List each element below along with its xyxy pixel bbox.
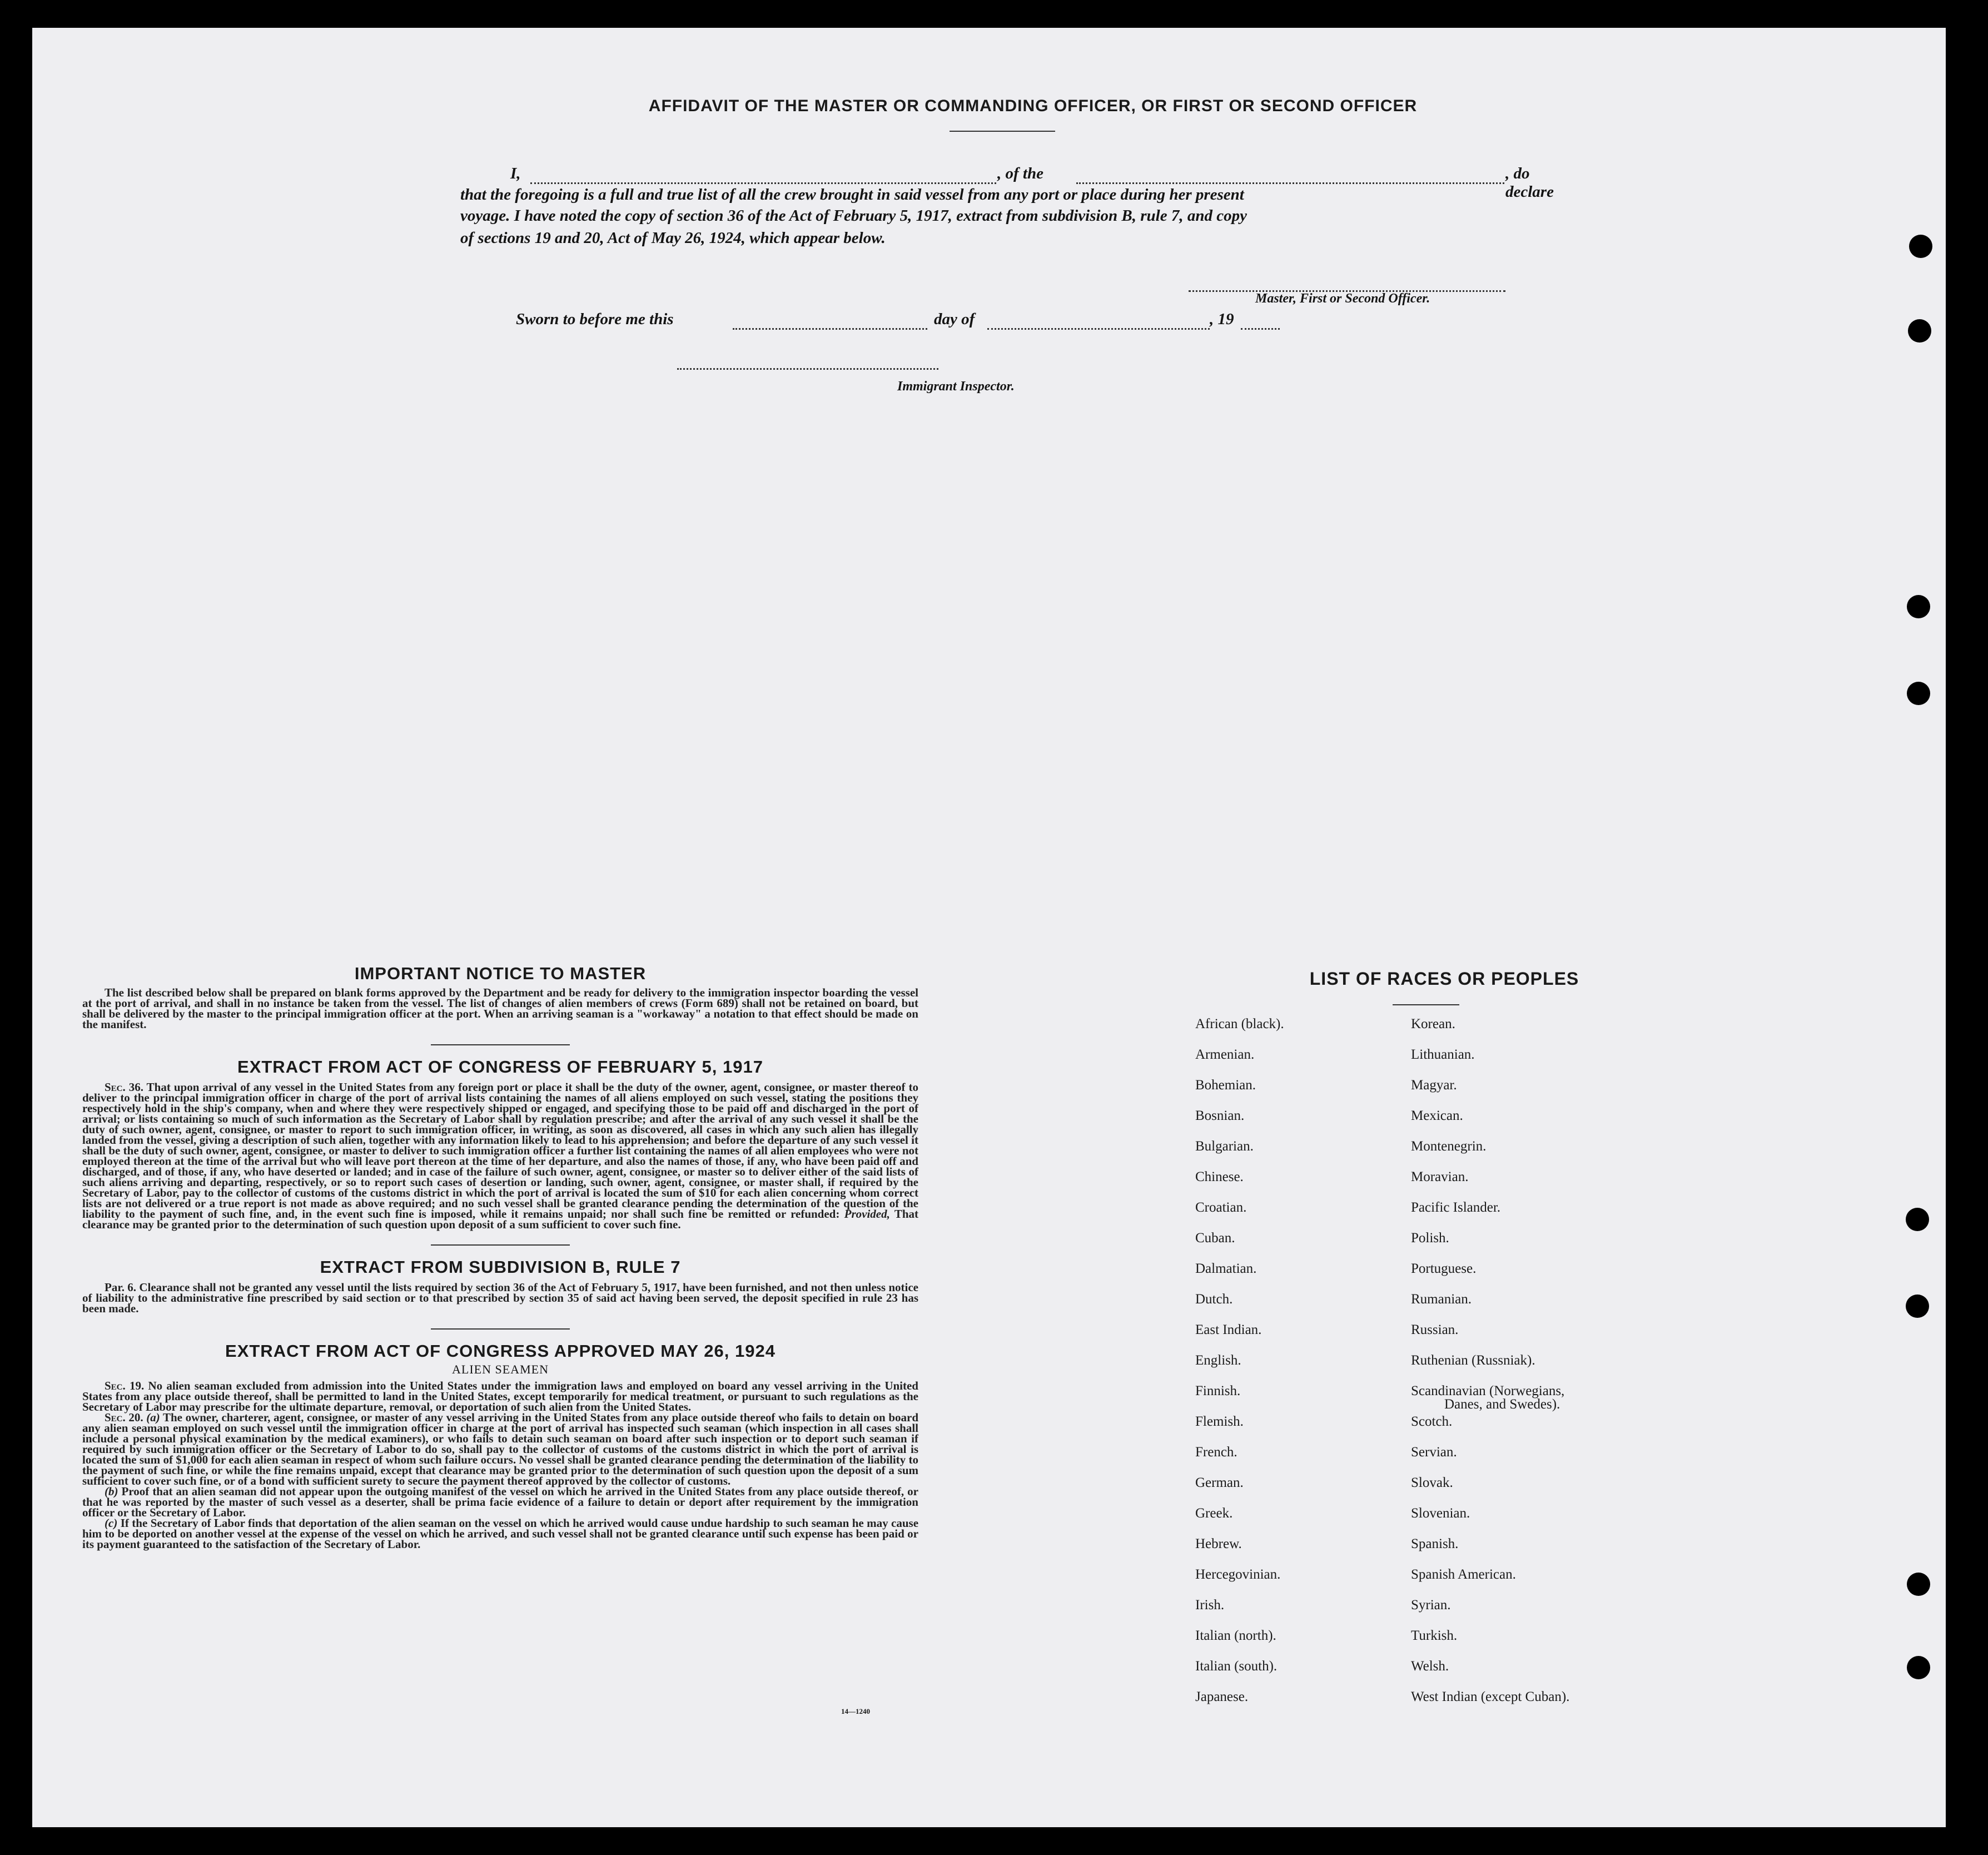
race-item: Korean. (1411, 1016, 1455, 1031)
affidavit-title: AFFIDAVIT OF THE MASTER OR COMMANDING OFFICER, OR FIRST OR SECOND OFFICER (648, 97, 1418, 115)
race-item: Slovak. (1411, 1475, 1453, 1490)
race-item: Polish. (1411, 1231, 1449, 1246)
race-item: Irish. (1195, 1598, 1225, 1613)
race-item: Finnish. (1195, 1383, 1241, 1398)
races-title-rule (1393, 1004, 1459, 1005)
race-item: Pacific Islander. (1411, 1200, 1501, 1215)
races-left-column (1195, 1016, 1395, 1739)
binder-hole (1909, 235, 1932, 258)
race-item: Mexican. (1411, 1108, 1463, 1123)
races-title: LIST OF RACES OR PEOPLES (1309, 969, 1579, 989)
race-item: Syrian. (1411, 1598, 1451, 1613)
affidavit-line3: voyage. I have noted the copy of section 36 of the Act of February 5, 1917, extract from subdivision B, rule 7, and copy (460, 207, 1247, 225)
affidavit-i: I, (510, 165, 521, 182)
form-number: 14—1240 (841, 1707, 870, 1715)
race-item: Spanish American. (1411, 1567, 1516, 1582)
extract-1924-title: EXTRACT FROM ACT OF CONGRESS APPROVED MAY 26, 1924 (225, 1341, 776, 1361)
race-item: English. (1195, 1353, 1241, 1368)
sec-20c-label: (c) (105, 1516, 118, 1530)
affidavit-line4: of sections 19 and 20, Act of May 26, 1924, which appear below. (460, 229, 886, 247)
race-item: Lithuanian. (1411, 1047, 1475, 1062)
binder-hole (1907, 682, 1930, 705)
inspector-label: Immigrant Inspector. (897, 379, 1015, 394)
race-item: Bosnian. (1195, 1108, 1245, 1123)
sec-20b-text (82, 1486, 918, 1518)
sworn-day-of: day of (934, 310, 975, 328)
extract-1917-text (82, 1082, 918, 1230)
race-item: African (black). (1195, 1016, 1284, 1031)
race-item: Greek. (1195, 1506, 1233, 1521)
affidavit-title-rule (950, 131, 1055, 132)
sec-20a-text (82, 1412, 918, 1486)
race-item: Magyar. (1411, 1078, 1457, 1093)
affidavit-line2: that the foregoing is a full and true list of all the crew brought in said vessel from any port or place during her present (460, 186, 1244, 204)
sworn-prefix: Sworn to before me this (516, 310, 674, 328)
sworn-year-field[interactable] (1241, 328, 1280, 330)
race-item: Servian. (1411, 1445, 1457, 1460)
race-item: Flemish. (1195, 1414, 1244, 1429)
affidavit-of-the: , of the (997, 165, 1043, 182)
sec-20a-label: (a) (146, 1411, 160, 1424)
provided-term: Provided, (844, 1207, 890, 1221)
races-right-column (1411, 1016, 1656, 1739)
race-item: Italian (south). (1195, 1659, 1278, 1674)
sworn-month-field[interactable] (987, 328, 1210, 330)
sec-19-text (82, 1381, 918, 1412)
inspector-signature-field[interactable] (677, 368, 938, 370)
race-item: Portuguese. (1411, 1261, 1477, 1276)
race-item: Dalmatian. (1195, 1261, 1257, 1276)
extract-1917-title: EXTRACT FROM ACT OF CONGRESS OF FEBRUARY 5, 1917 (237, 1057, 763, 1077)
race-item: German. (1195, 1475, 1244, 1490)
race-item: Chinese. (1195, 1169, 1244, 1184)
race-item: Armenian. (1195, 1047, 1255, 1062)
sec-20b-label: (b) (105, 1485, 118, 1498)
sworn-day-field[interactable] (733, 328, 927, 330)
sec-36-end: That clearance may be granted prior to the determination of such question upon deposit of a sum sufficient to cover such fine. (82, 1207, 918, 1231)
section-rule (431, 1244, 570, 1246)
race-item: Hercegovinian. (1195, 1567, 1281, 1582)
race-item: Italian (north). (1195, 1628, 1276, 1643)
race-item: Croatian. (1195, 1200, 1247, 1215)
affidavit-do-declare: , do declare (1505, 165, 1554, 201)
race-item: Bohemian. (1195, 1078, 1256, 1093)
declarant-name-field[interactable] (530, 182, 996, 184)
race-item: Bulgarian. (1195, 1139, 1254, 1154)
race-item: Scotch. (1411, 1414, 1453, 1429)
left-column (82, 963, 918, 1550)
race-item: Ruthenian (Russniak). (1411, 1353, 1535, 1368)
race-item: Dutch. (1195, 1292, 1233, 1307)
race-item: French. (1195, 1445, 1237, 1460)
race-item: East Indian. (1195, 1322, 1262, 1337)
sec-20b-body: Proof that an alien seaman did not appear upon the outgoing manifest of the vessel on which he arrived in the United States from any place outside thereof, or that he was reported by the master of such vessel as a deserter, shall be prima facie evidence of a failure to detain or deport after requirement by the immigration officer or the Secretary of Labor. (82, 1485, 919, 1519)
race-item: West Indian (except Cuban). (1411, 1689, 1570, 1704)
race-item: Hebrew. (1195, 1536, 1242, 1551)
master-signature-label: Master, First or Second Officer. (1255, 291, 1430, 306)
notice-title: IMPORTANT NOTICE TO MASTER (354, 964, 647, 983)
document-sheet (32, 28, 1946, 1827)
section-rule (431, 1044, 570, 1045)
alien-seamen-subtitle: ALIEN SEAMEN (452, 1362, 549, 1376)
binder-hole (1907, 595, 1930, 618)
race-item-continuation: Danes, and Swedes). (1444, 1397, 1560, 1412)
binder-hole (1908, 319, 1931, 343)
sec-36-label: Sec. 36. (105, 1080, 144, 1094)
binder-hole (1907, 1573, 1930, 1596)
race-item: Rumanian. (1411, 1292, 1472, 1307)
binder-hole (1906, 1208, 1929, 1231)
race-item: Russian. (1411, 1322, 1459, 1337)
section-rule (431, 1328, 570, 1330)
binder-hole (1907, 1656, 1930, 1679)
race-item: Moravian. (1411, 1169, 1469, 1184)
sec-19-body: No alien seaman excluded from admission into the United States under the immigration laws and employed on board any vessel arriving in the United States from any place outside thereof, shall be permitted to land in the United States, except temporarily for medical treatment, or pursuant to such regulations as the Secretary of Labor may prescribe for the ultimate departure, removal, or deportation of such alien from the United States. (82, 1379, 918, 1413)
race-item: Turkish. (1411, 1628, 1458, 1643)
sec-20a-body: The owner, charterer, agent, consignee, or master of any vessel arriving in the United States from any place outside thereof who fails to detain on board any alien seaman employed on such vessel until the immigration officer in charge at the port of arrival has inspected such seaman (which inspection in all cases shall include a personal physical examination by the medical examiners), or who fails to detain such seaman on board after such inspection or to deport such seaman if required by such immigration officer or the Secretary of Labor to do so, shall pay to the collector of customs of the customs district in which the port of arrival is located the sum of $1,000 for each alien seaman in respect of whom such failure occurs. No vessel shall be granted clearance pending the determination of the liability to the payment of such fine, or while the fine remains unpaid, except that clearance may be granted prior to the determination of such question upon the deposit of a sum sufficient to cover such fine, or of a bond with sufficient surety to secure the payment thereof approved by the collector of customs. (82, 1411, 919, 1487)
race-item: Japanese. (1195, 1689, 1249, 1704)
race-item: Welsh. (1411, 1659, 1449, 1674)
sec-19-label: Sec. 19. (105, 1379, 145, 1392)
rule7-text: Par. 6. Clearance shall not be granted any vessel until the lists required by section 36 of the Act of February 5, 1917, have been furnished, and not then unless notice of liability to the administrative fine prescribed by said section or to that prescribed by section 35 of said act having been served, the deposit specified in rule 23 has been made. (82, 1281, 918, 1315)
race-item: Montenegrin. (1411, 1139, 1487, 1154)
sec-20c-body: If the Secretary of Labor finds that deportation of the alien seaman on the vessel on which he arrived would cause undue hardship to such seaman he may cause him to be deported on another vessel at the expense of the vessel on which he arrived, and such vessel shall not be granted clearance until such expense has been paid or its payment guaranteed to the satisfaction of the Secretary of Labor. (82, 1516, 919, 1551)
vessel-name-field[interactable] (1076, 182, 1504, 184)
race-item: Spanish. (1411, 1536, 1459, 1551)
sworn-line (516, 310, 1316, 333)
race-item: Slovenian. (1411, 1506, 1470, 1521)
race-item: Scandinavian (Norwegians, (1411, 1383, 1565, 1398)
sec-20c-text (82, 1518, 918, 1550)
sworn-year-prefix: , 19 (1210, 310, 1234, 328)
rule7-title: EXTRACT FROM SUBDIVISION B, RULE 7 (320, 1257, 681, 1277)
binder-hole (1906, 1294, 1929, 1318)
race-item: Cuban. (1195, 1231, 1235, 1246)
sec-36-body: That upon arrival of any vessel in the United States from any foreign port or place it shall be the duty of the owner, agent, consignee, or master thereof to deliver to the principal immigration officer in charge of the port of arrival lists containing the names of all aliens employed on such vessel, stating the positions they respectively hold in the ship's company, when and where they were respectively shipped or engaged, and specifying those to be paid off and discharged in the port of arrival; or lists containing so much of such information as the Secretary of Labor shall by regulation prescribe; and after the arrival of any such vessel it shall be the duty of such owner, agent, consignee, or master to report to such immigration officer, in writing, as soon as discovered, all cases in which any such alien has illegally landed from the vessel, giving a description of such alien, together with any information likely to lead to his apprehension; and before the departure of any such vessel it shall be the duty of such owner, agent, consignee, or master to deliver to such immigration officer a further list containing the names of all alien employees who were not employed thereon at the time of the arrival but who will leave port thereon at the time of her departure, and also the names of those, if any, who have been paid off and discharged, and of those, if any, who have deserted or landed; and in case of the failure of such owner, agent, consignee, or master so to deliver either of the said lists of such aliens arriving and departing, respectively, or so to report such cases of desertion or landing, such owner, agent, consignee, or master shall, if required by the Secretary of Labor, pay to the collector of customs of the customs district in which the port of arrival is located the sum of $10 for each alien concerning whom correct lists are not delivered or a true report is not made as above required; and no such vessel shall be granted clearance pending the determination of the question of the liability to the payment of such fine, and, in the event such fine is imposed, while it remains unpaid; nor shall such fine be remitted or refunded: (82, 1080, 918, 1221)
sec-20-label: Sec. 20. (105, 1411, 143, 1424)
notice-text: The list described below shall be prepared on blank forms approved by the Department and be ready for delivery to the immigration inspector boarding the vessel at the port of arrival, and shall in no instance be taken from the vessel. The list of changes of alien members of crews (Form 689) shall not be retained on board, but shall be delivered by the master to the principal immigration officer at the port. When an arriving seaman is a "workaway" a notation to that effect should be made on the manifest. (82, 986, 918, 1031)
